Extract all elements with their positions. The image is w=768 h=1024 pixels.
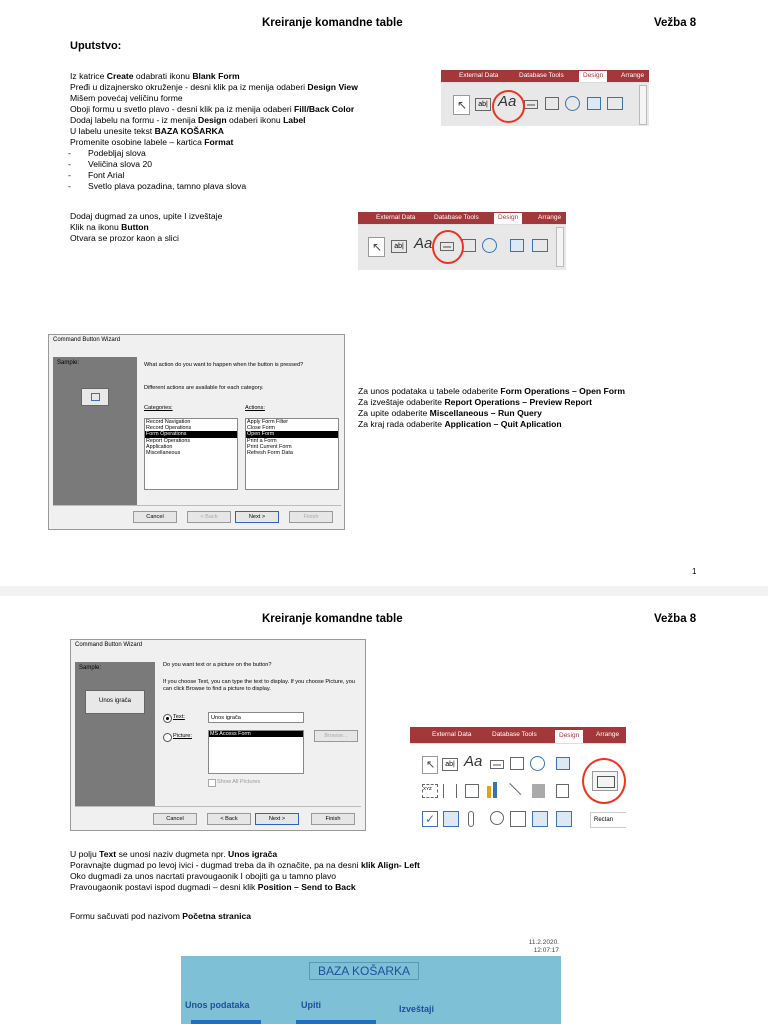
checkbox-icon: ✓: [422, 811, 438, 827]
wizard-question: What action do you want to happen when the button is pressed?: [144, 362, 304, 368]
instruction-line: Formu sačuvati pod nazivom Početna stranica: [70, 911, 252, 921]
instruction-line: Klik na ikonu Button: [70, 222, 149, 232]
command-button-wizard-text: [70, 639, 366, 831]
button-underline: [191, 1020, 261, 1024]
actions-list[interactable]: [245, 418, 339, 490]
izvestaji-button[interactable]: Izveštaji: [399, 1004, 435, 1014]
cancel-button[interactable]: Cancel: [133, 511, 177, 523]
ribbon-screenshot-label: [441, 70, 649, 126]
list-item: Open Form: [246, 431, 338, 437]
wizard-title: Command Button Wizard: [75, 642, 143, 648]
finish-button[interactable]: Finish: [311, 813, 355, 825]
bullet-item: - Svetlo plava pozadina, tamno plava slova: [68, 181, 247, 191]
label-icon: Aa: [464, 753, 483, 770]
option-group-icon: XYZ: [422, 784, 438, 798]
rectangle-tooltip: Rectan: [590, 812, 626, 828]
page-title: Kreiranje komandne table: [262, 17, 403, 29]
button-underline: [296, 1020, 376, 1024]
wizard-hint: Different actions are available for each category.: [144, 385, 264, 391]
ribbon-tabs: External Data Database Tools Design Arrange: [441, 70, 649, 82]
textbox-icon: ab|: [475, 98, 491, 111]
hyperlink-icon: [530, 756, 545, 771]
scroll-icon: [556, 227, 564, 267]
bound-object-icon: [556, 811, 572, 827]
select-arrow-icon: ↖: [422, 756, 438, 774]
sample-button: [81, 388, 109, 406]
list-item: Form Operations: [145, 431, 237, 437]
select-arrow-icon: ↖: [368, 237, 385, 257]
instruction-line: Poravnajte dugmad po levoj ivici - dugmad treba da ih označite, pa na desni klik Align- Left: [70, 860, 420, 870]
form-time: 12:07:17: [533, 947, 559, 954]
show-all-checkbox[interactable]: [208, 779, 216, 787]
categories-label: Categories:: [144, 405, 173, 411]
list-item: Print a Form: [247, 437, 277, 444]
instruction-line: Iz katrice Create odabrati ikonu Blank Form: [70, 71, 240, 81]
sample-button: Unos igrača: [85, 690, 145, 714]
wizard-title: Command Button Wizard: [53, 337, 121, 343]
instruction-line: Pređi u dizajnersko okruženje - desni klik pa iz menija odaberi Design View: [70, 82, 358, 92]
tab-control-icon: [510, 757, 524, 770]
form-title-label: BAZA KOŠARKA: [309, 962, 419, 980]
highlight-circle: [492, 90, 525, 123]
instruction-line: U labelu unesite tekst BAZA KOŠARKA: [70, 126, 224, 136]
picture-radio[interactable]: [163, 733, 172, 742]
instruction-line: U polju Text se unosi naziv dugmeta npr. Unos igrača: [70, 849, 278, 859]
list-item: Application: [146, 443, 173, 450]
exercise-label: Vežba 8: [654, 613, 697, 625]
list-item: Miscellaneous: [146, 450, 181, 457]
instruction-line: Mišem povećaj veličinu forme: [70, 93, 183, 103]
browse-button[interactable]: Browse...: [314, 730, 358, 742]
attachment-icon: [468, 811, 474, 827]
instruction-line: Za upite odaberite Miscellaneous – Run Query: [358, 408, 542, 418]
show-all-label: Show All Pictures: [217, 779, 261, 785]
button-icon: xxxx: [524, 100, 538, 109]
list-item: Record Navigation: [146, 419, 191, 425]
text-label: Text:: [173, 714, 185, 720]
text-input[interactable]: Unos igrača: [208, 712, 304, 723]
highlight-circle: [432, 230, 464, 264]
scroll-icon: [639, 85, 647, 125]
cancel-button[interactable]: Cancel: [153, 813, 197, 825]
list-item: Print Current Form: [247, 443, 292, 450]
subform-icon: [510, 811, 526, 827]
command-button-wizard-actions: [48, 334, 345, 530]
back-button[interactable]: < Back: [207, 813, 251, 825]
exercise-label: Vežba 8: [654, 17, 697, 29]
ribbon-screenshot-rectangle: External Data Database Tools Design Arrange ↖ ab| Aa xxxx XYZ ✓ Rectan: [410, 727, 626, 830]
categories-list[interactable]: [144, 418, 238, 490]
line-icon: [499, 783, 522, 806]
text-radio[interactable]: [163, 714, 172, 723]
instruction-line: Za kraj rada odaberite Application – Quit Aplication: [358, 419, 562, 429]
web-browser-icon: [510, 239, 524, 252]
list-item: Refresh Form Data: [247, 450, 293, 457]
image-icon: [443, 811, 459, 827]
tab-control-icon: [462, 239, 476, 252]
wizard-question: Do you want text or a picture on the button?: [163, 662, 272, 668]
sample-preview: Sample: Unos igrača: [75, 662, 155, 806]
list-box-icon: [556, 784, 569, 798]
chart-icon: [487, 786, 491, 798]
instruction-line: Pravougaonik postavi ispod dugmadi – desni klik Position – Send to Back: [70, 882, 356, 892]
select-arrow-icon: ↖: [453, 95, 470, 115]
textbox-icon: ab|: [391, 240, 407, 253]
instruction-line: Dodaj labelu na formu - iz menija Design odaberi ikonu Label: [70, 115, 306, 125]
label-icon: Aa: [414, 235, 433, 252]
label-icon: Aa: [498, 93, 517, 110]
hyperlink-icon: [482, 238, 497, 253]
list-item: MS Access Form: [209, 731, 303, 737]
page-title: Kreiranje komandne table: [262, 613, 403, 625]
navigation-icon: [532, 239, 548, 252]
form-preview: [181, 938, 561, 1024]
next-button[interactable]: Next >: [255, 813, 299, 825]
instruction-line: Za izveštaje odaberite Report Operations – Preview Report: [358, 397, 593, 407]
web-browser-icon: [556, 757, 570, 770]
form-icon: [91, 393, 100, 401]
unos-podataka-button[interactable]: Unos podataka: [185, 1000, 250, 1010]
page-break-icon: [443, 784, 457, 798]
instruction-line: Za unos podataka u tabele odaberite Form Operations – Open Form: [358, 386, 626, 396]
finish-button[interactable]: Finish: [289, 511, 333, 523]
instruction-line: Promenite osobine labele – kartica Format: [70, 137, 234, 147]
list-item: Apply Form Filter: [247, 419, 289, 425]
form-date: 11.2.2020.: [528, 939, 559, 946]
instruction-line: Oko dugmadi za unos nacrtati pravougaonik I obojiti ga u tamno plavo: [70, 871, 337, 881]
instructions-heading: Uputstvo:: [70, 40, 122, 52]
instruction-line: Dodaj dugmad za unos, upite I izveštaje: [70, 211, 223, 221]
option-button-icon: [490, 811, 504, 825]
bullet-item: - Veličina slova 20: [68, 159, 153, 169]
web-browser-icon: [587, 97, 601, 110]
picture-label: Picture:: [173, 733, 192, 739]
list-item: Record Operations: [146, 425, 192, 432]
picture-list[interactable]: [208, 730, 304, 774]
combo-box-icon: [465, 784, 479, 798]
tab-design: Design: [579, 71, 607, 82]
sample-preview: Sample:: [53, 357, 137, 505]
upiti-button[interactable]: Upiti: [301, 1000, 321, 1010]
textbox-icon: ab|: [442, 758, 458, 771]
bullet-item: - Font Arial: [68, 170, 125, 180]
instruction-line: Otvara se prozor kaon a slici: [70, 233, 179, 243]
back-button[interactable]: < Back: [187, 511, 231, 523]
highlight-circle: [582, 758, 626, 804]
bullet-item: - Podebljaj slova: [68, 148, 146, 158]
tab-control-icon: [545, 97, 559, 110]
page-number: 1: [692, 567, 697, 576]
actions-label: Actions:: [245, 405, 265, 411]
toggle-button-icon: [532, 784, 545, 798]
next-button[interactable]: Next >: [235, 511, 279, 523]
list-item: Report Operations: [146, 437, 191, 444]
button-icon: xxxx: [440, 242, 454, 251]
button-icon: xxxx: [490, 760, 504, 769]
object-frame-icon: [532, 811, 548, 827]
wizard-hint: If you choose Text, you can type the text to display. If you choose Picture, you can click Browse to find a picture to display.: [163, 679, 355, 692]
list-item: Close Form: [247, 425, 275, 432]
instruction-line: Oboji formu u svetlo plavo - desni klik pa iz menija odaberi Fill/Back Color: [70, 104, 355, 114]
ribbon-screenshot-button: External Data Database Tools Design Arrange ↖ ab| Aa xxxx: [358, 212, 566, 270]
hyperlink-icon: [565, 96, 580, 111]
navigation-icon: [607, 97, 623, 110]
